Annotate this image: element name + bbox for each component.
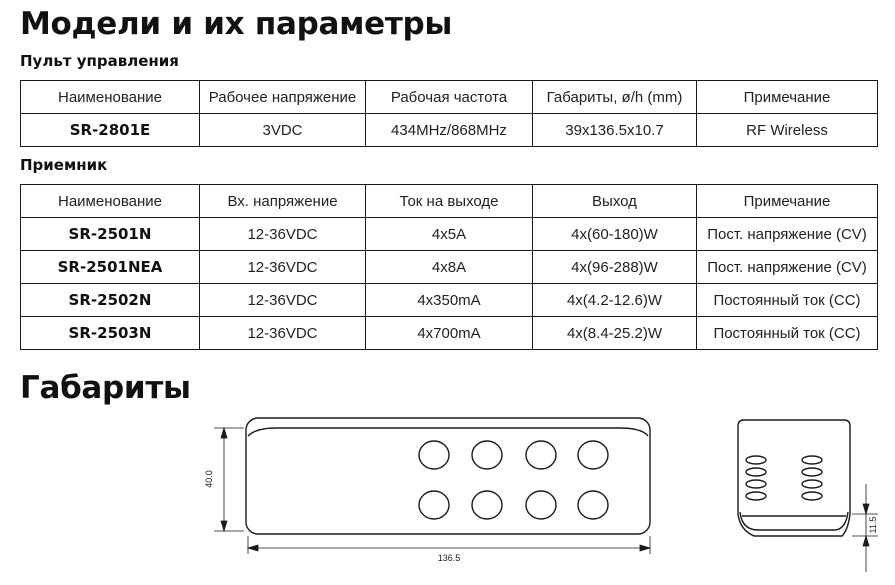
thickness-dimension-label: 11.5	[868, 516, 878, 534]
side-inner-line	[740, 512, 848, 530]
column-header: Вх. напряжение	[200, 185, 366, 218]
table-row	[21, 284, 878, 317]
table-header-row	[21, 81, 878, 114]
side-button	[802, 492, 822, 500]
table-cell: 12-36VDC	[200, 251, 366, 284]
column-header: Рабочее напряжение	[200, 81, 366, 114]
receiver-table	[20, 184, 878, 350]
table-cell: 12-36VDC	[200, 218, 366, 251]
page-title: Модели и их параметры	[20, 6, 453, 42]
button-5	[419, 491, 449, 519]
length-dimension-label: 136.5	[437, 553, 461, 563]
button-2	[472, 441, 502, 469]
table-header-row	[21, 185, 878, 218]
model-name: SR-2502N	[21, 284, 200, 317]
table-cell: 12-36VDC	[200, 284, 366, 317]
receiver-heading: Приемник	[20, 156, 108, 174]
table-cell: 3VDC	[200, 114, 366, 147]
table-cell: 12-36VDC	[200, 317, 366, 350]
remote-outline	[246, 418, 650, 534]
model-name: SR-2801E	[21, 114, 200, 147]
column-header: Наименование	[21, 185, 200, 218]
button-1	[419, 441, 449, 469]
side-button	[746, 480, 766, 488]
model-name: SR-2501NEA	[21, 251, 200, 284]
side-button	[802, 468, 822, 476]
height-dimension-label: 40.0	[204, 470, 214, 488]
table-row	[21, 114, 878, 147]
front-view-drawing	[196, 408, 666, 580]
table-cell: RF Wireless	[697, 114, 878, 147]
column-header: Рабочая частота	[366, 81, 533, 114]
column-header: Наименование	[21, 81, 200, 114]
remote-table	[20, 80, 878, 147]
table-cell: 39x136.5x10.7	[533, 114, 697, 147]
column-header: Габариты, ø/h (mm)	[533, 81, 697, 114]
side-button	[802, 456, 822, 464]
button-8	[578, 491, 608, 519]
column-header: Примечание	[697, 81, 878, 114]
remote-heading: Пульт управления	[20, 52, 179, 70]
model-name: SR-2503N	[21, 317, 200, 350]
table-row	[21, 218, 878, 251]
table-cell: Постоянный ток (CC)	[697, 317, 878, 350]
button-7	[526, 491, 556, 519]
table-cell: 4x(96-288)W	[533, 251, 697, 284]
remote-edge-line	[248, 428, 648, 436]
column-header: Ток на выходе	[366, 185, 533, 218]
table-cell: 4x(8.4-25.2)W	[533, 317, 697, 350]
button-4	[578, 441, 608, 469]
table-cell: 4x(4.2-12.6)W	[533, 284, 697, 317]
side-outline	[738, 420, 850, 536]
model-name: SR-2501N	[21, 218, 200, 251]
table-cell: Постоянный ток (CC)	[697, 284, 878, 317]
table-cell: 434MHz/868MHz	[366, 114, 533, 147]
button-6	[472, 491, 502, 519]
side-button	[746, 492, 766, 500]
column-header: Выход	[533, 185, 697, 218]
table-cell: 4x700mA	[366, 317, 533, 350]
side-button	[746, 456, 766, 464]
dimensions-heading: Габариты	[20, 370, 191, 406]
table-cell: 4x(60-180)W	[533, 218, 697, 251]
column-header: Примечание	[697, 185, 878, 218]
button-3	[526, 441, 556, 469]
table-cell: Пост. напряжение (CV)	[697, 251, 878, 284]
table-row	[21, 317, 878, 350]
table-cell: 4x5A	[366, 218, 533, 251]
table-row	[21, 251, 878, 284]
side-button	[746, 468, 766, 476]
table-cell: 4x350mA	[366, 284, 533, 317]
side-button	[802, 480, 822, 488]
side-view-drawing	[728, 412, 888, 578]
table-cell: 4x8A	[366, 251, 533, 284]
table-cell: Пост. напряжение (CV)	[697, 218, 878, 251]
